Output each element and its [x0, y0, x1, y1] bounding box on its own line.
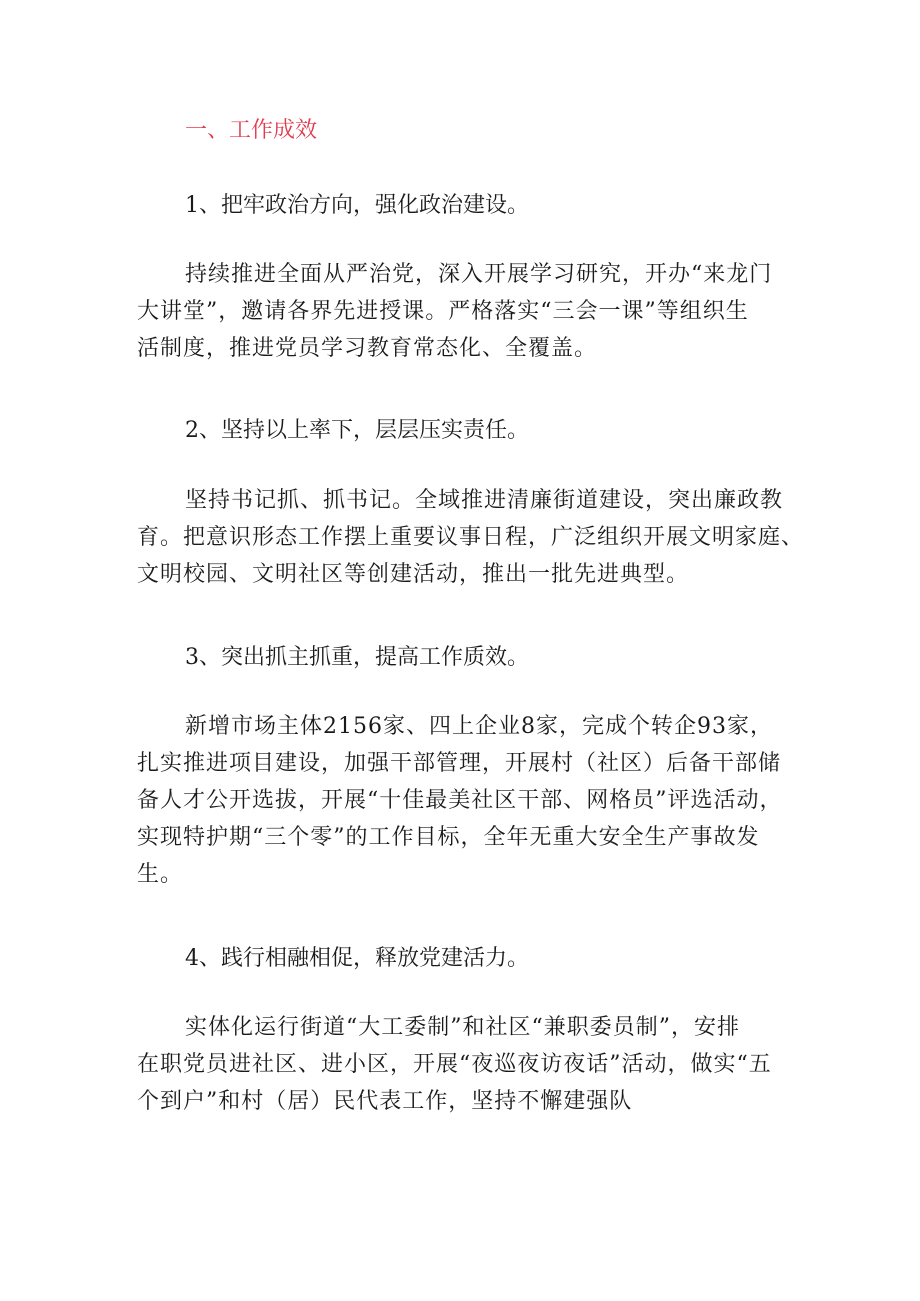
paragraph-line: 生。: [137, 862, 184, 887]
section-heading: 一、工作成效: [185, 118, 318, 143]
paragraph-2: [137, 488, 817, 599]
paragraph-line: 实现特护期“三个零”的工作目标，全年无重大安全生产事故发: [137, 825, 760, 850]
paragraph-4: [137, 1015, 817, 1126]
paragraph-1: [137, 262, 817, 373]
subsection-title-4: 4、践行相融相促，释放党建活力。: [185, 946, 529, 971]
paragraph-line: 文明校园、文明社区等创建活动，推出一批先进典型。: [137, 562, 690, 587]
subsection-title-2: 2、坚持以上率下，层层压实责任。: [185, 418, 529, 443]
paragraph-line: 育。把意识形态工作摆上重要议事日程，广泛组织开展文明家庭、: [137, 525, 805, 550]
paragraph-line: 实体化运行街道“大工委制”和社区“兼职委员制”，安排: [185, 1015, 740, 1040]
subsection-title-3: 3、突出抓主抓重，提高工作质效。: [185, 645, 529, 670]
paragraph-line: 在职党员进社区、进小区，开展“夜巡夜访夜话”活动，做实“五: [137, 1052, 772, 1077]
paragraph-line: 新增市场主体2156家、四上企业8家，完成个转企93家，: [185, 714, 773, 739]
paragraph-line: 活制度，推进党员学习教育常态化、全覆盖。: [137, 336, 598, 361]
paragraph-3: [137, 714, 817, 899]
paragraph-line: 个到户”和村（居）民代表工作，坚持不懈建强队: [137, 1089, 633, 1114]
paragraph-line: 备人才公开选拔，开展“十佳最美社区干部、网格员”评选活动，: [137, 788, 783, 813]
paragraph-line: 持续推进全面从严治党，深入开展学习研究，开办“来龙门: [185, 262, 773, 287]
paragraph-line: 大讲堂”，邀请各界先进授课。严格落实“三会一课”等组织生: [137, 299, 749, 324]
paragraph-line: 坚持书记抓、抓书记。全域推进清廉街道建设，突出廉政教: [185, 488, 784, 513]
paragraph-line: 扎实推进项目建设，加强干部管理，开展村（社区）后备干部储: [137, 751, 782, 776]
subsection-title-1: 1、把牢政治方向，强化政治建设。: [185, 193, 529, 218]
